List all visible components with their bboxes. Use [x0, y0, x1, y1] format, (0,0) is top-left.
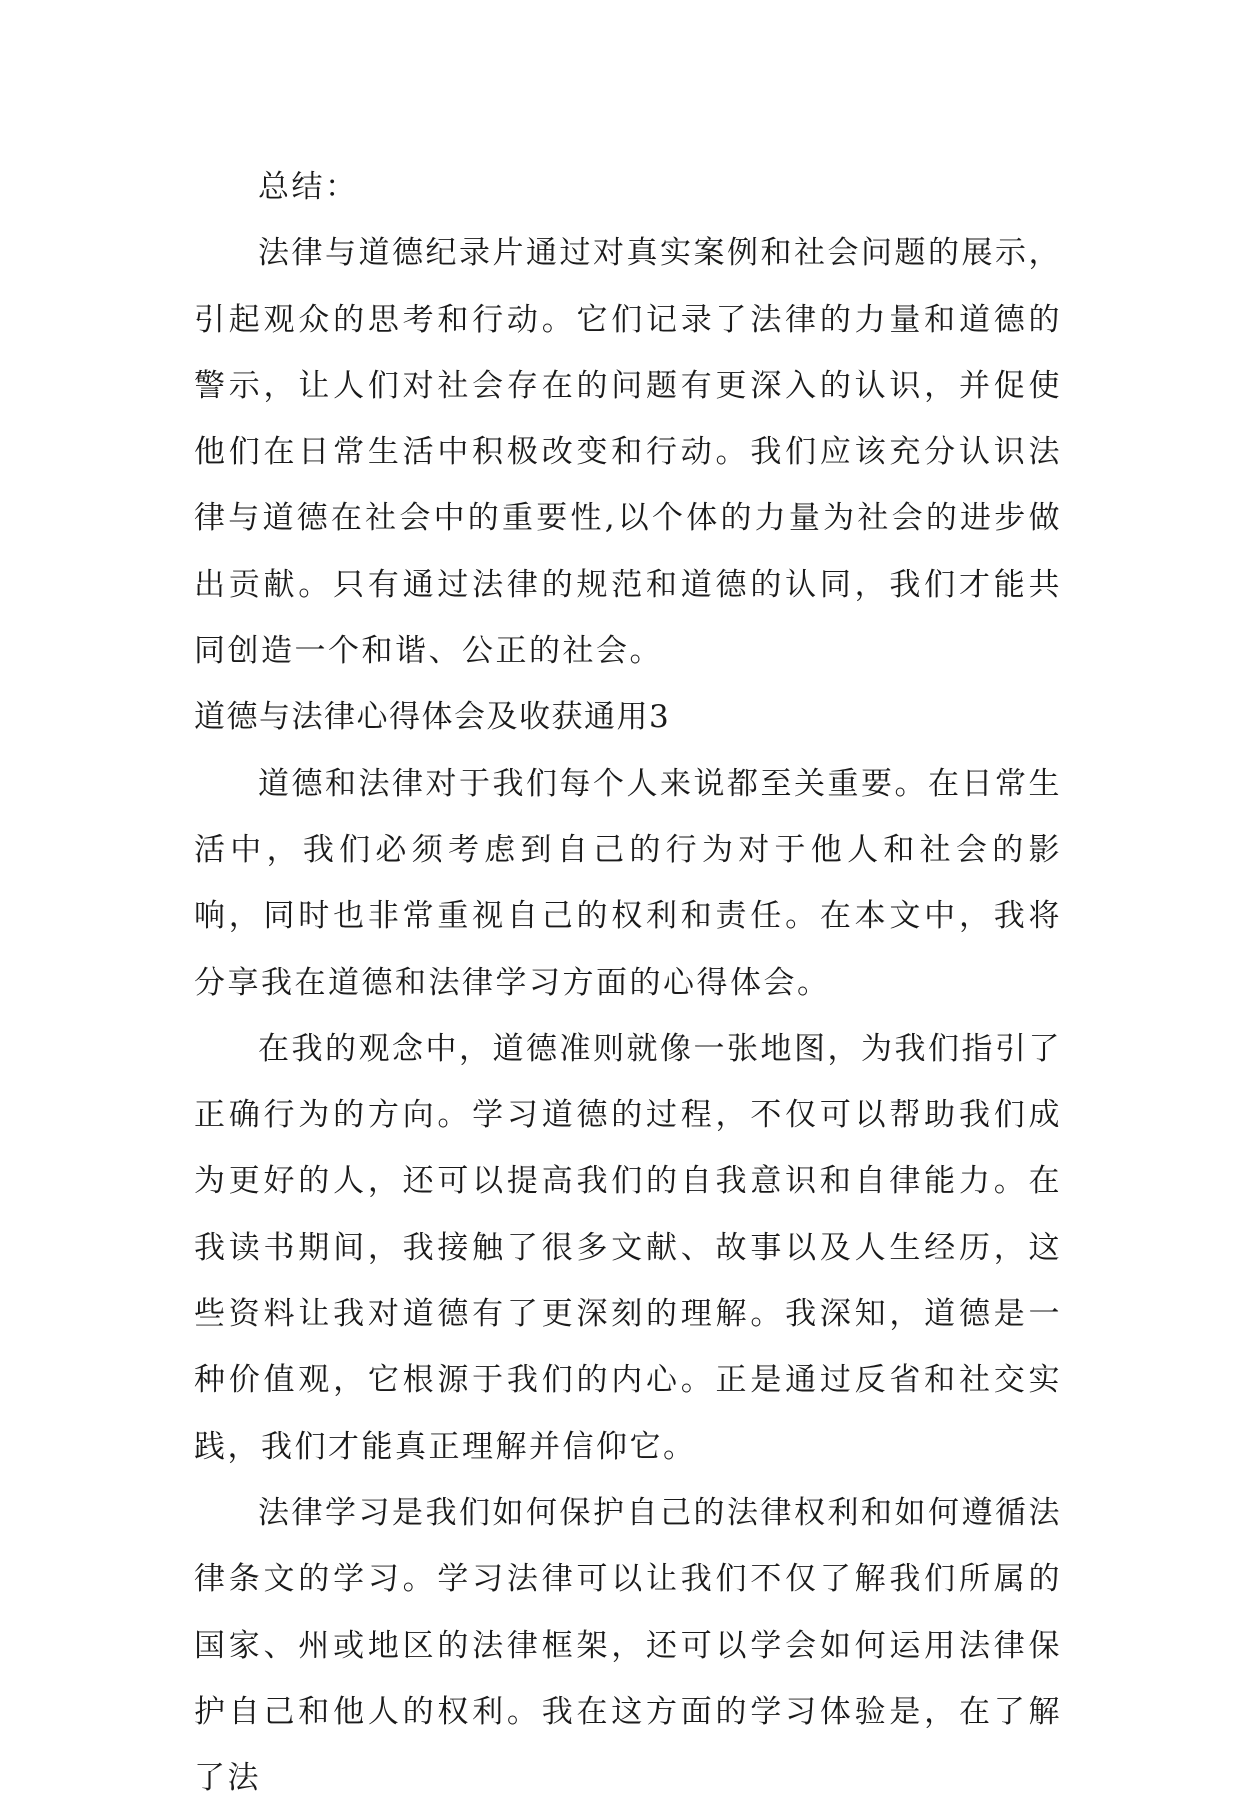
summary-paragraph: 法律与道德纪录片通过对真实案例和社会问题的展示，引起观众的思考和行动。它们记录了法律的力量和道德的警示，让人们对社会存在的问题有更深入的认识，并促使他们在日常生活中积极改变和行动。我们应该充分认识法律与道德在社会中的重要性,以个体的力量为社会的进步做出贡献。只有通过法律的规范和道德的认同，我们才能共同创造一个和谐、公正的社会。 [194, 235, 1062, 670]
document-body [194, 154, 1062, 1811]
body-paragraph: 在我的观念中，道德准则就像一张地图，为我们指引了正确行为的方向。学习道德的过程，不仅可以帮助我们成为更好的人，还可以提高我们的自我意识和自律能力。在我读书期间，我接触了很多文献、故事以及人生经历，这些资料让我对道德有了更深刻的理解。我深知，道德是一种价值观，它根源于我们的内心。正是通过反省和社交实践，我们才能真正理解并信仰它。 [194, 1030, 1062, 1465]
summary-label: 总结： [258, 169, 359, 205]
body-paragraph: 道德和法律对于我们每个人来说都至关重要。在日常生活中，我们必须考虑到自己的行为对于他人和社会的影响，同时也非常重视自己的权利和责任。在本文中，我将分享我在道德和法律学习方面的心得体会。 [194, 765, 1062, 1001]
body-paragraph: 法律学习是我们如何保护自己的法律权利和如何遵循法律条文的学习。学习法律可以让我们不仅了解我们所属的国家、州或地区的法律框架，还可以学会如何运用法律保护自己和他人的权利。我在这方面的学习体验是，在了解了法 [194, 1494, 1062, 1797]
section-heading: 道德与法律心得体会及收获通用3 [194, 699, 671, 736]
